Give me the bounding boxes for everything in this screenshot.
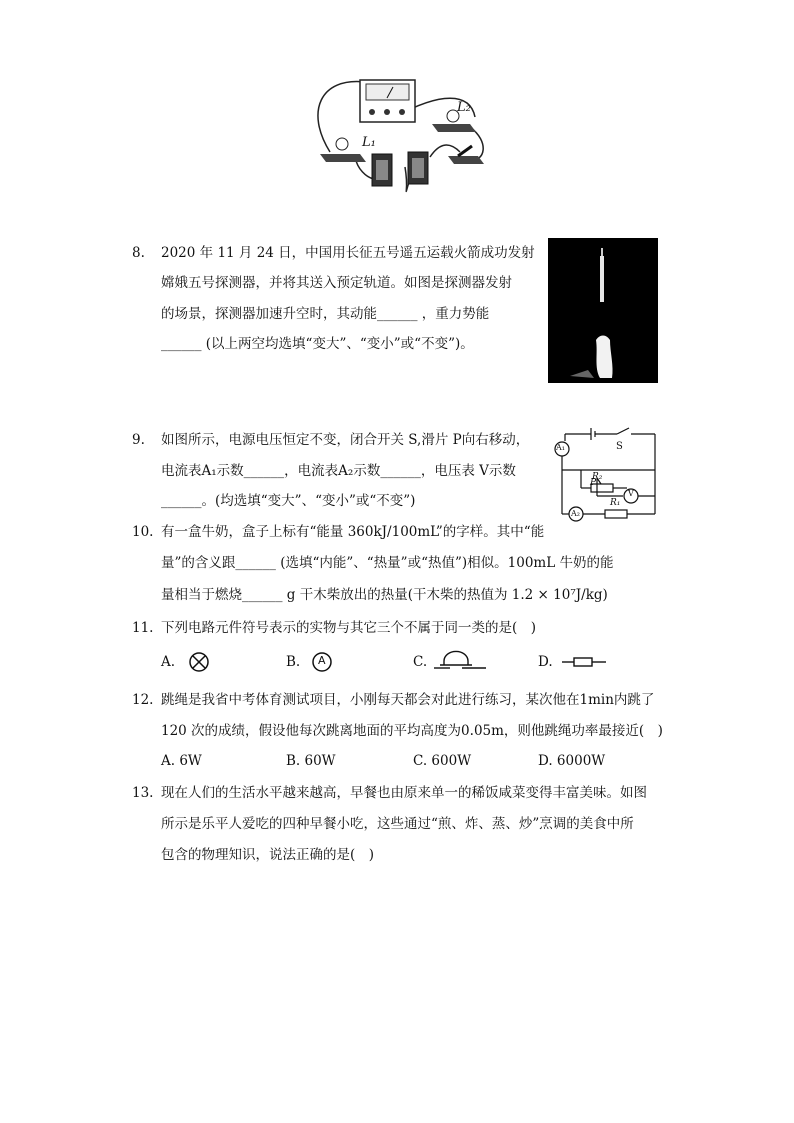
resistor-symbol-icon [562, 655, 606, 669]
q10-line-2: 量”的含义跟______ (选填“内能”、“热量”或“热值”)相似。100mL 牛奶的能 [161, 555, 614, 571]
q12-option-d: D. 6000W [538, 753, 606, 769]
q12-option-a: A. 6W [161, 753, 202, 769]
q9-number: 9. [132, 432, 145, 448]
q11-number: 11. [132, 620, 154, 636]
q9-label-v: V [628, 489, 634, 498]
bell-symbol-icon [434, 652, 486, 670]
q13-line-3: 包含的物理知识，说法正确的是( ) [161, 847, 375, 863]
q11-option-a: A. [161, 654, 176, 670]
label-l2: L₂ [457, 100, 471, 115]
q12-line-1: 跳绳是我省中考体育测试项目，小刚每天都会对此进行练习，某次他在1min内跳了 [161, 692, 655, 708]
q8-line-3: 的场景，探测器加速升空时，其动能______ ，重力势能 [161, 306, 490, 322]
q9-label-p: P [590, 478, 597, 488]
circuit-photo-figure [300, 72, 500, 202]
q9-line-1: 如图所示，电源电压恒定不变，闭合开关 S,滑片 P向右移动， [161, 432, 530, 448]
q8-line-2: 嫦娥五号探测器，并将其送入预定轨道。如图是探测器发射 [161, 275, 512, 291]
q10-number: 10. [132, 524, 154, 540]
q9-label-s: S [616, 441, 623, 452]
label-l1: L₁ [362, 135, 376, 150]
ammeter-letter: A [318, 654, 326, 667]
q12-line-2: 120 次的成绩，假设他每次跳离地面的平均高度为0.05m，则他跳绳功率最接近( ) [161, 723, 663, 739]
q12-option-b: B. 60W [286, 753, 336, 769]
q9-line-2: 电流表A₁示数______，电流表A₂示数______，电压表 V示数 [161, 463, 516, 479]
q8-line-4: ______ (以上两空均选填“变大”、“变小”或“不变”)。 [161, 336, 474, 352]
q10-line-1: 有一盒牛奶，盒子上标有“能量 360kJ/100mL”的字样。其中“能 [161, 524, 545, 540]
q11-option-b: B. [286, 654, 301, 670]
q13-line-2: 所示是乐平人爱吃的四种早餐小吃，这些通过“煎、炸、蒸、炒”烹调的美食中所 [161, 816, 634, 832]
q9-label-a2: A₂ [571, 509, 580, 518]
q12-option-c: C. 600W [413, 753, 472, 769]
q13-number: 13. [132, 785, 154, 801]
rocket-launch-photo [548, 238, 658, 383]
q11-stem: 下列电路元件符号表示的实物与其它三个不属于同一类的是( ) [161, 620, 537, 636]
q8-line-1: 2020 年 11 月 24 日，中国用长征五号遥五运载火箭成功发射 [161, 245, 535, 261]
q10-line-3: 量相当于燃烧______ g 干木柴放出的热量(干木柴的热值为 1.2 × 10⁷J/kg) [161, 587, 608, 603]
q12-number: 12. [132, 692, 154, 708]
q13-line-1: 现在人们的生活水平越来越高，早餐也由原来单一的稀饭咸菜变得丰富美味。如图 [161, 785, 647, 801]
q9-label-r2: R₂ [592, 472, 603, 482]
q9-line-3: ______。(均选填“变大”、“变小”或“不变”) [161, 493, 416, 509]
q8-number: 8. [132, 245, 145, 261]
q11-option-c: C. [413, 654, 428, 670]
q9-label-r1: R₁ [610, 498, 621, 508]
q9-label-a1: A₁ [556, 443, 565, 452]
lamp-symbol-icon [188, 651, 210, 673]
q11-option-d: D. [538, 654, 553, 670]
q9-circuit-diagram [553, 426, 659, 526]
